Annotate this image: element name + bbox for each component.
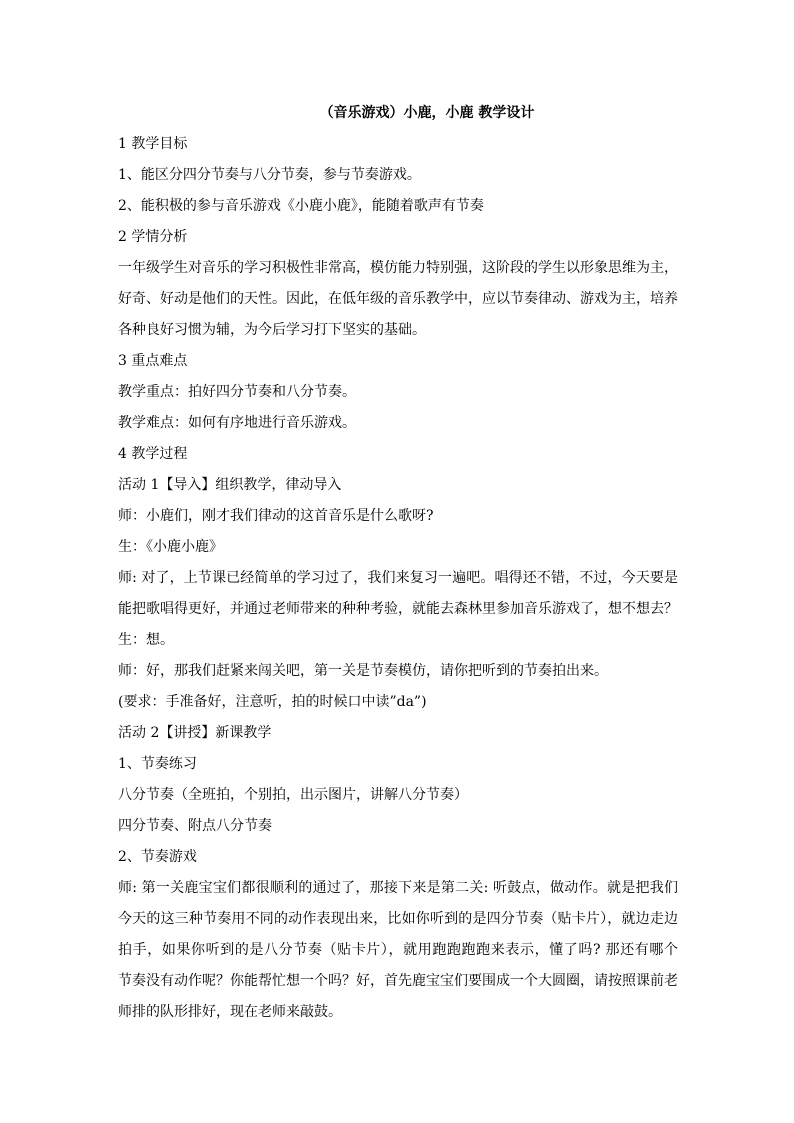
document-page: [118, 98, 678, 1028]
text-line: 生：《小鹿小鹿》: [118, 539, 223, 555]
text-line: 师：好，那我们赶紧来闯关吧，第一关是节奏模仿，请你把听到的节奏拍出来。: [118, 663, 608, 679]
text-line: 2、节奏游戏: [118, 849, 197, 865]
text-line: 1 教学目标: [118, 136, 188, 152]
text-line: 八分节奏（全班拍，个别拍，出示图片，讲解八分节奏）: [118, 787, 468, 803]
text-line: 四分节奏、附点八分节奏: [118, 818, 272, 834]
text-line: 活动 2【讲授】新课教学: [118, 725, 272, 741]
text-line: 师排的队形排好，现在老师来敲鼓。: [118, 1004, 342, 1020]
text-line: 今天的这三种节奏用不同的动作表现出来，比如你听到的是四分节奏（贴卡片），就边走边: [118, 911, 678, 927]
text-line: 各种良好习惯为辅，为今后学习打下坚实的基础。: [118, 322, 426, 338]
text-line: 3 重点难点: [118, 353, 188, 369]
text-line: 教学重点：拍好四分节奏和八分节奏。: [118, 384, 356, 400]
text-line: 拍手，如果你听到的是八分节奏（贴卡片），就用跑跑跑跑来表示，懂了吗? 那还有哪个: [118, 942, 678, 958]
document-body: [118, 129, 678, 1028]
text-line: 1、能区分四分节奏与八分节奏，参与节奏游戏。: [118, 167, 421, 183]
text-line: 2 学情分析: [118, 229, 188, 245]
text-line: 生：想。: [118, 632, 174, 648]
text-line: 师：小鹿们，刚才我们律动的这首音乐是什么歌呀?: [118, 508, 434, 524]
text-line: 一年级学生对音乐的学习积极性非常高，模仿能力特别强，这阶段的学生以形象思维为主，: [118, 260, 678, 276]
text-line: 活动 1【导入】组织教学，律动导入: [118, 477, 342, 493]
text-line: 师: 第一关鹿宝宝们都很顺利的通过了，那接下来是第二关: 听鼓点，做动作。就是把我们: [118, 880, 678, 896]
text-line: 教学难点：如何有序地进行音乐游戏。: [118, 415, 356, 431]
text-line: 能把歌唱得更好，并通过老师带来的种种考验，就能去森林里参加音乐游戏了，想不想去？: [118, 601, 678, 617]
text-line: 节奏没有动作呢？你能帮忙想一个吗？好，首先鹿宝宝们要围成一个大圆圈，请按照课前老: [118, 973, 678, 989]
text-line: 2、能积极的参与音乐游戏《小鹿小鹿》，能随着歌声有节奏: [118, 198, 484, 214]
text-line: 师: 对了，上节课已经简单的学习过了，我们来复习一遍吧。唱得还不错，不过，今天要是: [118, 570, 678, 586]
text-line: 4 教学过程: [118, 446, 188, 462]
text-line: (要求：手准备好，注意听，拍的时候口中读”da”): [118, 694, 427, 710]
text-line: 好奇、好动是他们的天性。因此，在低年级的音乐教学中，应以节奏律动、游戏为主，培养: [118, 291, 678, 307]
text-line: 1、节奏练习: [118, 756, 197, 772]
document-title: （音乐游戏）小鹿，小鹿 教学设计: [319, 105, 535, 121]
